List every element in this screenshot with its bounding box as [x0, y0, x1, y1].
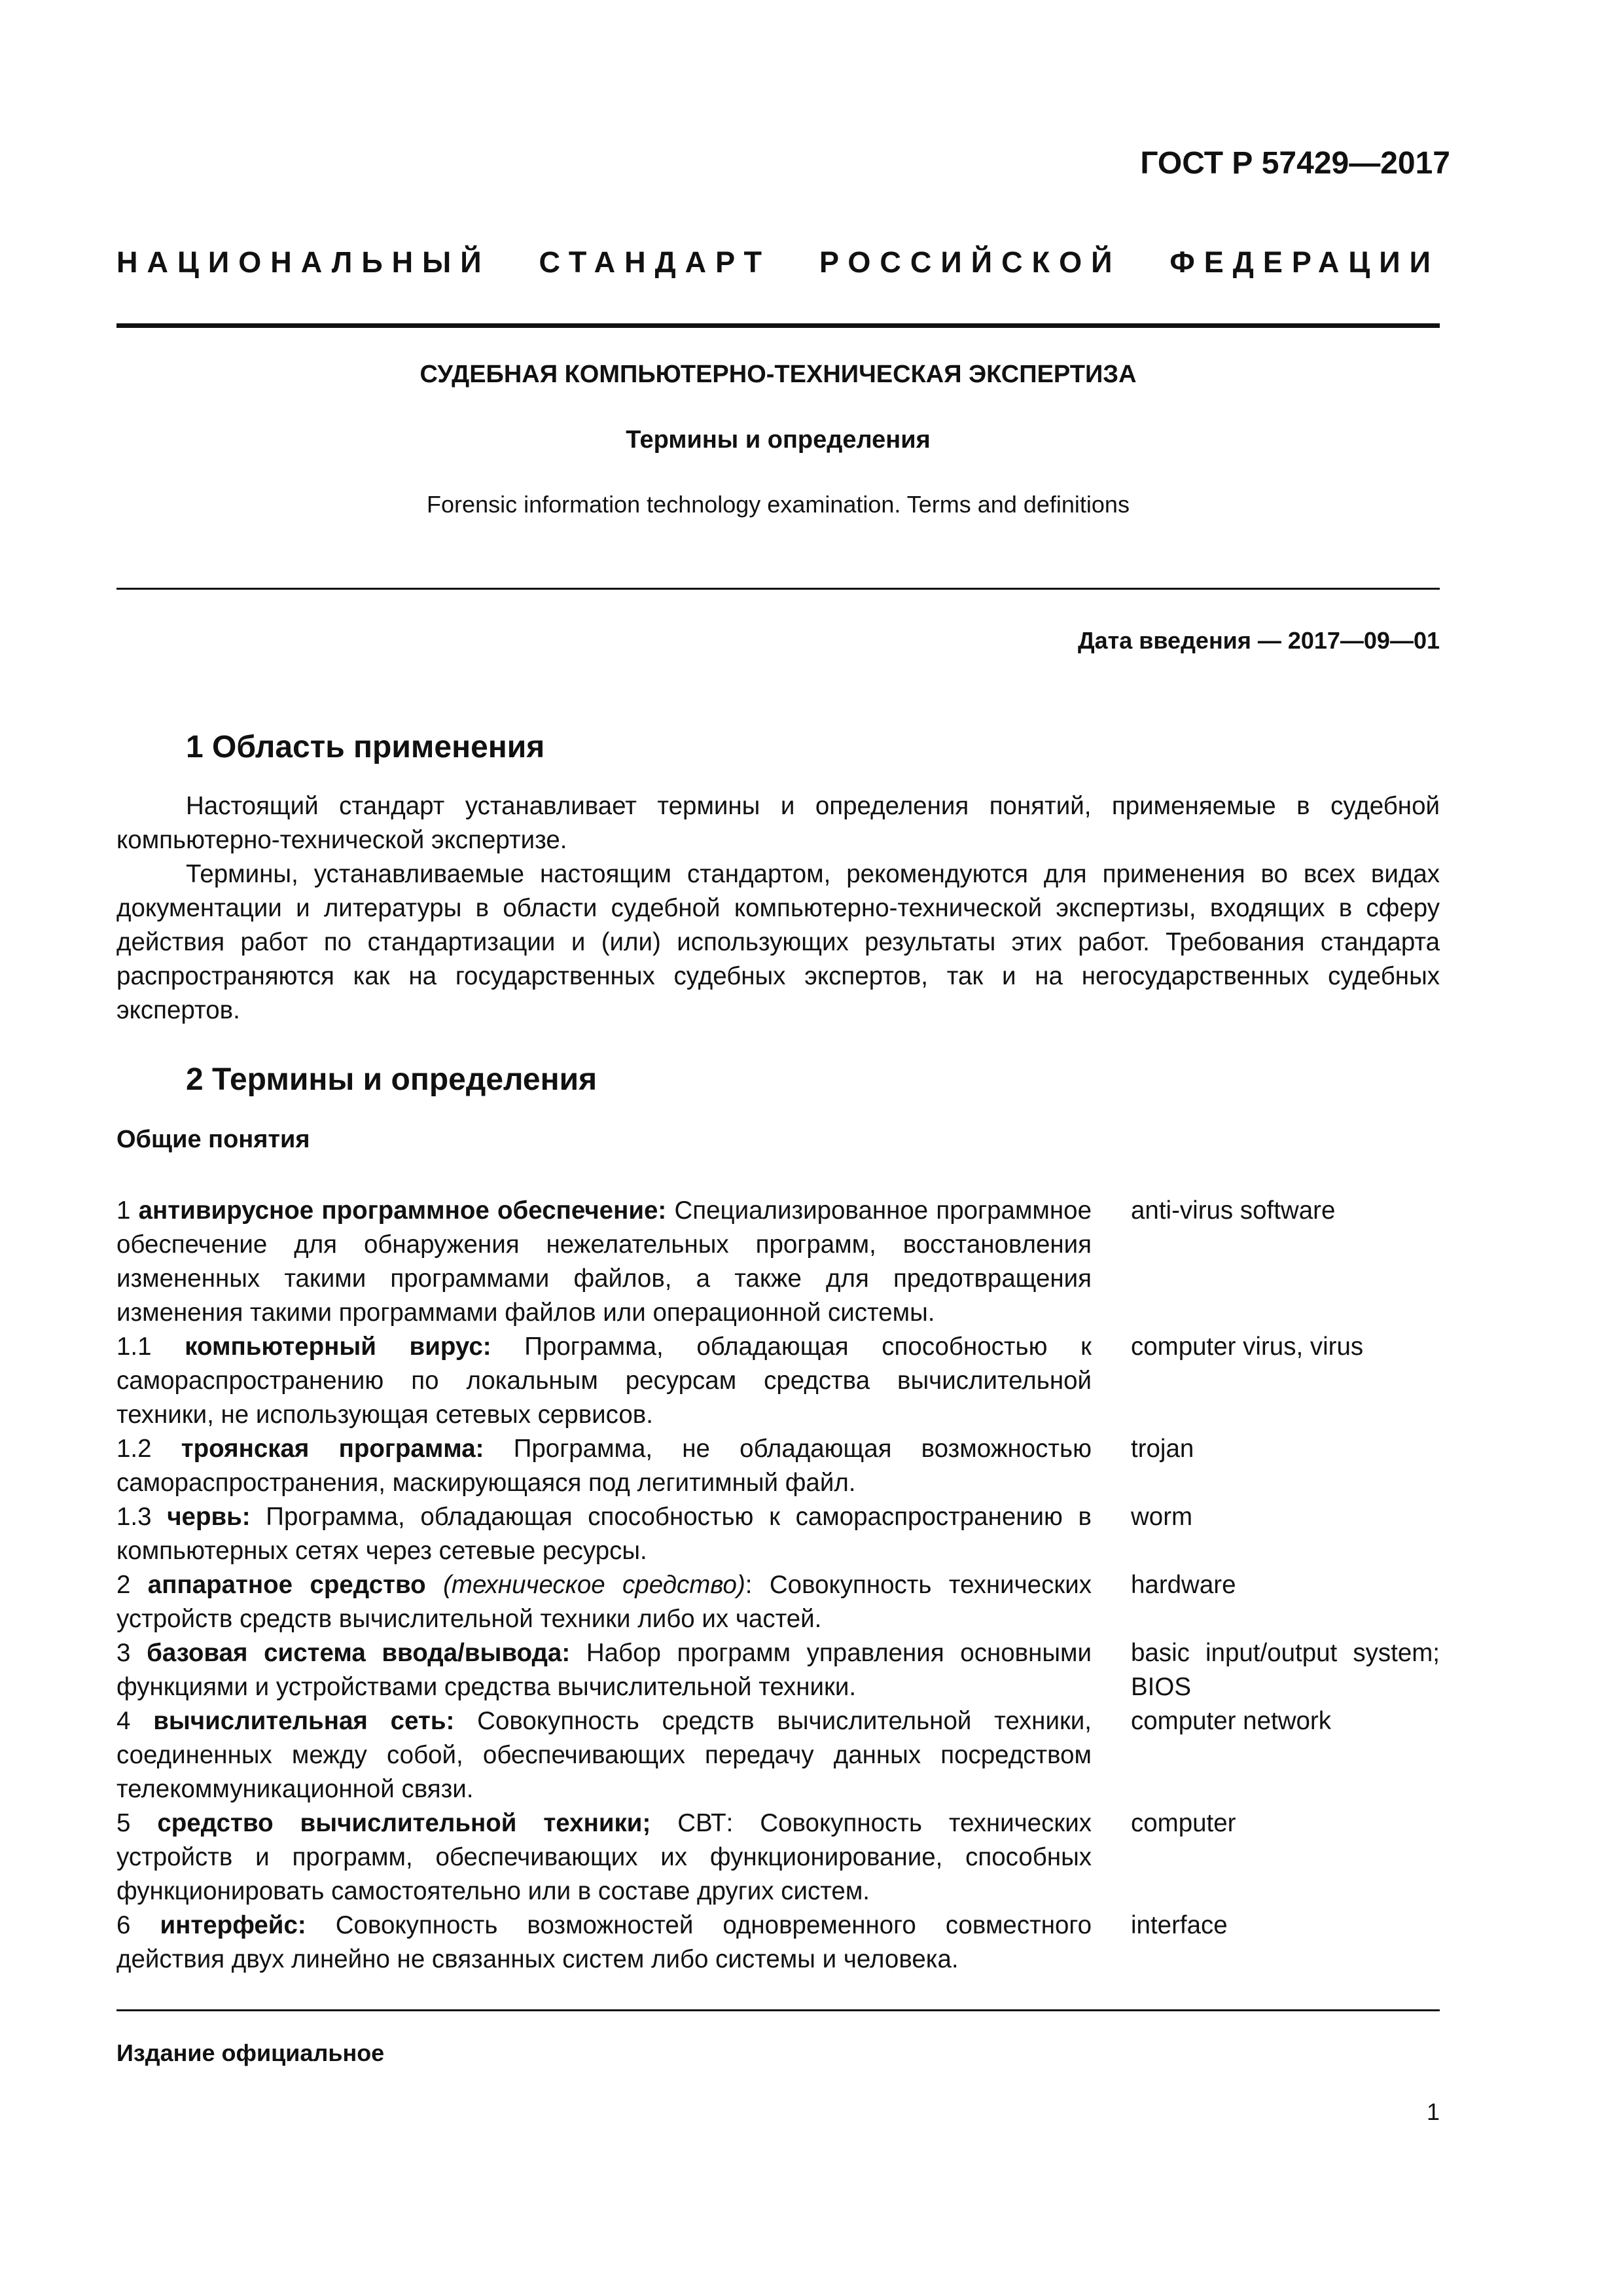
section-2-heading: 2 Термины и определения	[186, 1062, 597, 1097]
term-entry	[116, 1568, 1440, 1636]
section-1-heading: 1 Область применения	[186, 730, 545, 764]
term-name: компьютерный вирус:	[185, 1333, 491, 1361]
term-name: антивирусное программное обеспечение:	[138, 1196, 667, 1225]
english-title: Forensic information technology examination. Terms and definitions	[427, 491, 1130, 518]
term-english: hardware	[1131, 1571, 1236, 1599]
term-entry	[116, 1500, 1440, 1568]
term-english: computer virus, virus	[1131, 1333, 1364, 1361]
term-definition-text: Программа, обладающая способностью к самораспространению по локальным ресурсам средства вычислительной техники, не использующая сетевых сервисов.	[116, 1333, 1092, 1429]
term-number: 2	[116, 1571, 131, 1599]
term-name: червь:	[167, 1503, 251, 1531]
term-definition-text: Совокупность средств вычислительной техники, соединенных между собой, обеспечивающих передачу данных посредством телекоммуникационной связи.	[116, 1707, 1092, 1803]
term-name: троянская программа:	[181, 1435, 484, 1463]
national-standard-heading: НАЦИОНАЛЬНЫЙ СТАНДАРТ РОССИЙСКОЙ ФЕДЕРАЦИИ	[116, 245, 1440, 279]
header-rule	[116, 323, 1440, 328]
term-entry	[116, 1194, 1440, 1330]
term-definition	[116, 1568, 1092, 1636]
term-definition-text: : Совокупность технических устройств средств вычислительной техники либо их частей.	[116, 1571, 1092, 1633]
term-name: аппаратное средство	[147, 1571, 426, 1599]
document-subtitle: Термины и определения	[626, 426, 931, 454]
term-definition	[116, 1806, 1092, 1909]
term-number: 6	[116, 1911, 131, 1939]
term-number: 5	[116, 1809, 131, 1837]
term-entry	[116, 1330, 1440, 1432]
term-name: интерфейс:	[160, 1911, 306, 1939]
term-number: 1.3	[116, 1503, 152, 1531]
term-definition	[116, 1909, 1092, 1977]
term-definition-text: Программа, не обладающая возможностью самораспространения, маскирующаяся под легитимный файл.	[116, 1435, 1092, 1497]
term-english: trojan	[1131, 1435, 1194, 1463]
term-definition	[116, 1500, 1092, 1568]
term-definition	[116, 1432, 1092, 1500]
term-definition-text: Программа, обладающая способностью к самораспространению в компьютерных сетях через сетевые ресурсы.	[116, 1503, 1092, 1565]
official-edition-label: Издание официальное	[116, 2039, 385, 2066]
term-english: computer	[1131, 1809, 1236, 1837]
term-english: worm	[1131, 1503, 1193, 1531]
term-entry	[116, 1704, 1440, 1806]
term-number: 4	[116, 1707, 131, 1735]
general-concepts-subheading: Общие понятия	[116, 1126, 310, 1153]
term-english: anti-virus software	[1131, 1196, 1336, 1225]
term-definition	[116, 1636, 1092, 1704]
document-title: СУДЕБНАЯ КОМПЬЮТЕРНО-ТЕХНИЧЕСКАЯ ЭКСПЕРТИЗА	[419, 361, 1137, 388]
term-english: computer network	[1131, 1707, 1331, 1735]
page-number: 1	[1426, 2098, 1440, 2125]
term-definition-text: Совокупность возможностей одновременного совместного действия двух линейно не связанных систем либо системы и человека.	[116, 1911, 1092, 1973]
term-number: 1	[116, 1196, 131, 1225]
document-number: ГОСТ Р 57429—2017	[1140, 146, 1450, 181]
term-definition	[116, 1704, 1092, 1806]
term-entry	[116, 1909, 1440, 1977]
term-definition-text: СВТ: Совокупность технических устройств и программ, обеспечивающих их функционирование, способных функционировать самостоятельно или в составе других систем.	[116, 1809, 1092, 1905]
term-definition-text: Набор программ управления основными функциями и устройствами средства вычислительной техники.	[116, 1639, 1092, 1701]
section-1-paragraph: Термины, устанавливаемые настоящим стандартом, рекомендуются для применения во всех видах документации и литературы в области судебной компьютерно-технической экспертизы, входящих в сферу действия работ по стандартизации и (или) использующих результаты этих работ. Требования стандарта распространяются как на государственных судебных экспертов, так и на негосударственных судебных экспертов.	[116, 860, 1440, 1024]
term-english: interface	[1131, 1911, 1228, 1939]
term-english: basic input/output system; BIOS	[1131, 1639, 1440, 1701]
section-1-paragraph: Настоящий стандарт устанавливает термины и определения понятий, применяемые в судебной компьютерно-технической экспертизе.	[116, 792, 1440, 854]
term-definition	[116, 1194, 1092, 1330]
term-name: базовая система ввода/вывода:	[147, 1639, 571, 1667]
term-synonym-note: (техническое средство)	[443, 1571, 745, 1599]
title-rule	[116, 588, 1440, 590]
term-number: 1.1	[116, 1333, 152, 1361]
term-definition-text: Специализированное программное обеспечение для обнаружения нежелательных программ, восстановления измененных такими программами файлов, а также для предотвращения изменения такими программами файлов или операционной системы.	[116, 1196, 1092, 1327]
term-number: 1.2	[116, 1435, 152, 1463]
footer-rule	[116, 2009, 1440, 2011]
term-number: 3	[116, 1639, 131, 1667]
introduction-date: Дата введения — 2017—09—01	[1077, 627, 1440, 654]
terms-list	[116, 1194, 1440, 1977]
term-definition	[116, 1330, 1092, 1432]
term-entry	[116, 1432, 1440, 1500]
term-name: средство вычислительной техники;	[157, 1809, 651, 1837]
term-entry	[116, 1636, 1440, 1704]
term-name: вычислительная сеть:	[153, 1707, 455, 1735]
term-entry	[116, 1806, 1440, 1909]
